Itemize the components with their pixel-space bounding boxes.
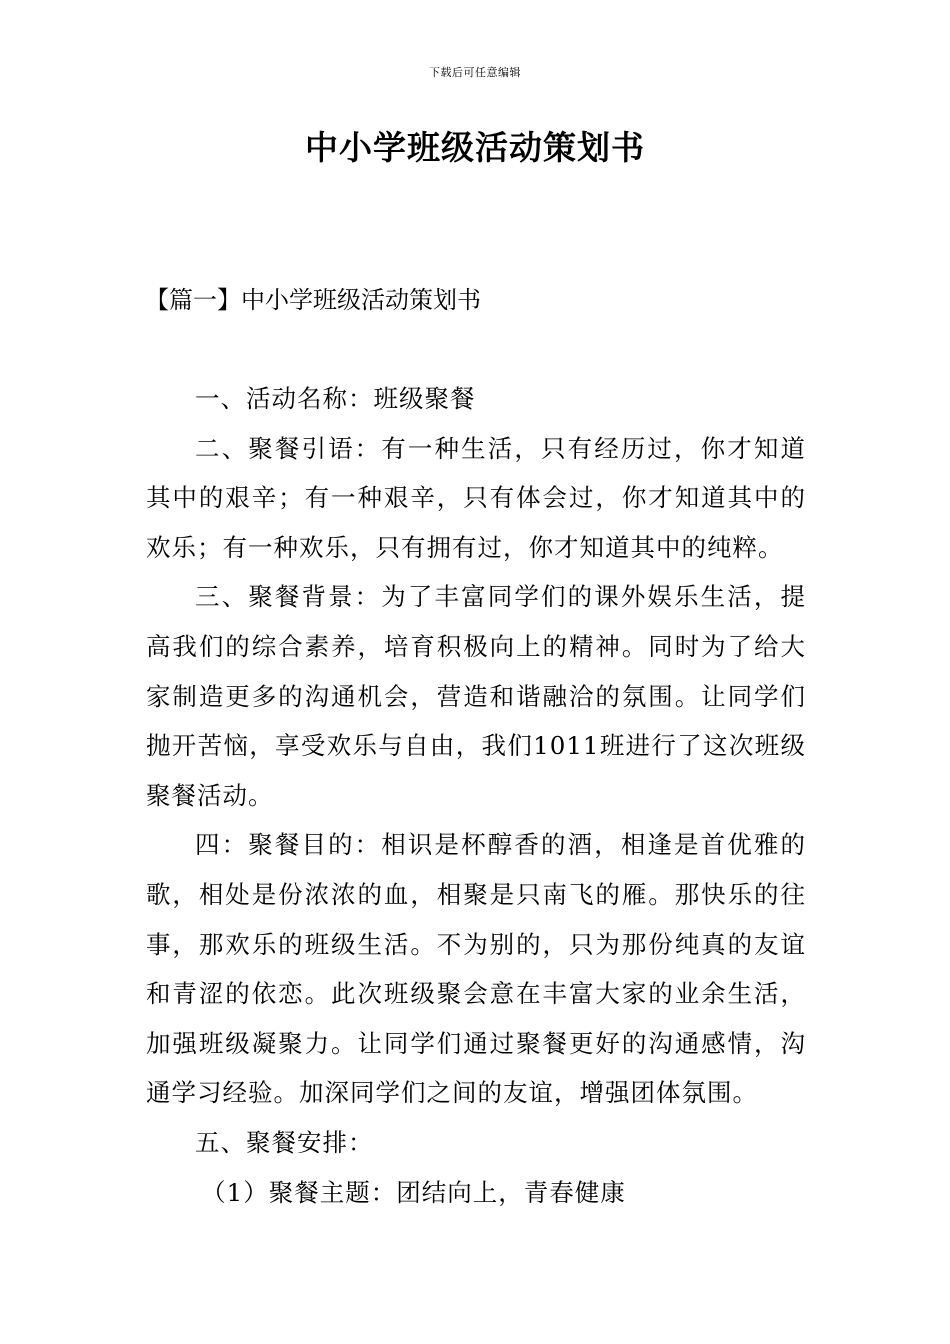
paragraph-purpose: 四：聚餐目的：相识是杯醇香的酒，相逢是首优雅的歌，相处是份浓浓的血，相聚是只南飞的雁。那快乐的往事，那欢乐的班级生活。不为别的，只为那份纯真的友谊和青涩的依恋。此次班级聚会意在丰富大家的业余生活，加强班级凝聚力。让同学们通过聚餐更好的沟通感情，沟通学习经验。加深同学们之间的友谊，增强团体氛围。 [146, 830, 806, 1108]
header-note: 下载后可任意编辑 [429, 66, 521, 79]
paragraph-activity-name: 一、活动名称：班级聚餐 [195, 384, 476, 413]
section-heading: 【篇一】中小学班级活动策划书 [145, 286, 481, 314]
document-body [146, 374, 806, 1217]
paragraph-arrangement-theme: （1）聚餐主题：团结向上，青春健康 [201, 1177, 626, 1207]
paragraph-introduction: 二、聚餐引语：有一种生活，只有经历过，你才知道其中的艰辛；有一种艰辛，只有体会过，你才知道其中的欢乐；有一种欢乐，只有拥有过，你才知道其中的纯粹。 [146, 433, 806, 562]
document-title: 中小学班级活动策划书 [305, 128, 645, 167]
paragraph-arrangement-heading: 五、聚餐安排： [195, 1127, 374, 1157]
paragraph-background: 三、聚餐背景：为了丰富同学们的课外娱乐生活，提高我们的综合素养，培育积极向上的精神。同时为了给大家制造更多的沟通机会，营造和谐融洽的氛围。让同学们抛开苦恼，享受欢乐与自由，我们1011班进行了这次班级聚餐活动。 [146, 582, 806, 810]
